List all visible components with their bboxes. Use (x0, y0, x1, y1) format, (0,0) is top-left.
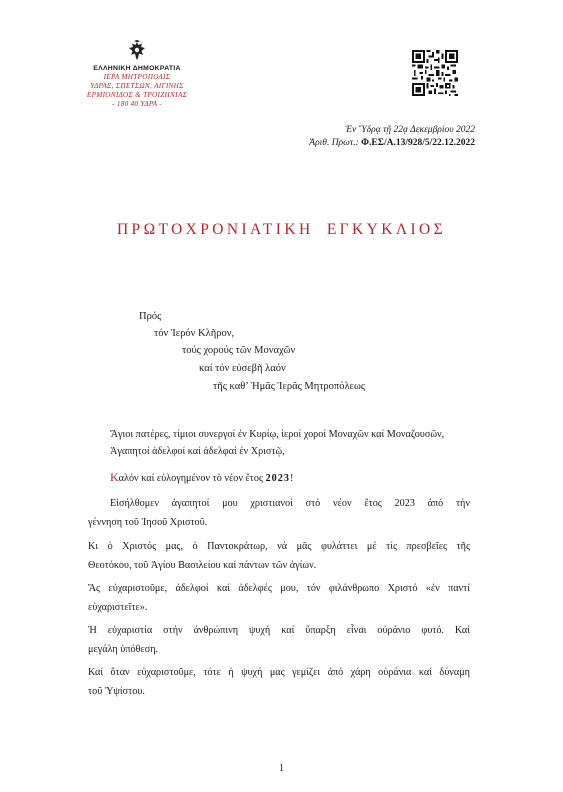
letterhead-sees-1: ΥΔΡΑΣ, ΣΠΕΤΣΩΝ, ΑΙΓΙΝΗΣ (90, 82, 184, 90)
letterhead-metropolis: ΙΕΡΑ ΜΗΤΡΟΠΟΛΙΣ (103, 73, 171, 81)
letterhead (62, 40, 212, 109)
paragraph-5-line-2: τοῦ Ὑψίστου. (88, 686, 145, 697)
page-number: 1 (279, 763, 284, 774)
paragraph-4-line-2: μεγάλη ὑπόθεση. (88, 644, 159, 655)
address-line-4: τῆς καθ’ Ἡμᾶς Ἱερᾶς Μητροπόλεως (213, 381, 366, 392)
wish-year: 2023 (265, 473, 290, 484)
paragraph-4-line-1: Ἡ εὐχαριστία στήν ἀνθρώπινη ψυχή καί ὕπαρξη εἶναι οὐράνιο φυτό. Καί (88, 625, 470, 636)
paragraph-3-line-1: Ἄς εὐχαριστοῦμε, ἀδελφοί καί ἀδελφές μου, τόν φιλάνθρωπο Χριστό «ἐν παντί (88, 583, 470, 594)
paragraph-1-line-2: γέννηση τοῦ Ἰησοῦ Χριστοῦ. (88, 517, 208, 528)
letterhead-sees-2: ΕΡΜΙΟΝΙΔΟΣ & ΤΡΟΙΖΗΝΙΑΣ (86, 91, 188, 99)
greeting-line-2: Ἀγαπητοί ἀδελφοί καί ἀδελφαί ἐν Χριστῷ, (110, 446, 285, 457)
address-to: Πρός (139, 311, 162, 322)
greeting-line-1: Ἅγιοι πατέρες, τίμιοι συνεργοί ἐν Κυρίῳ, ἱεροί χοροί Μοναχῶν καί Μοναζουσῶν, (110, 429, 445, 440)
paragraph-1-line-1: Εἰσήλθομεν ἀγαπητοί μου χριστιανοί στό νέον ἔτος 2023 ἀπό τήν (110, 498, 470, 509)
wish-initial: Κ (110, 470, 119, 484)
wish-end: ! (289, 473, 294, 484)
address-line-1: τόν Ἱερόν Κλῆρον, (154, 328, 235, 339)
document-title: ΠΡΩΤΟΧΡΟΝΙΑΤΙΚΗ ΕΓΚΥΚΛΙΟΣ (116, 221, 447, 238)
letterhead-country: ΕΛΛΗΝΙΚΗ ΔΗΜΟΚΡΑΤΙΑ (93, 65, 181, 72)
address-line-3: καί τόν εὐσεβῆ λαόν (199, 363, 286, 374)
double-headed-eagle-icon (127, 40, 147, 62)
paragraph-3-line-2: εὐχαριστεῖτε». (88, 602, 148, 613)
letterhead-postcode: - 180 40 ΥΔΡΑ - (112, 100, 162, 108)
protocol-label: Ἀριθ. Πρωτ.: (309, 138, 359, 148)
protocol-line (309, 137, 475, 150)
paragraph-5-line-1: Καί ὅταν εὐχαριστοῦμε, τότε ἡ ψυχή μας γεμίζει ἀπό χάρη οὐράνια καί δύναμη (88, 667, 470, 678)
new-year-wish (110, 469, 293, 488)
qr-code-icon (412, 50, 458, 96)
paragraph-2-line-1: Κι ὁ Χριστός μας, ὁ Παντοκράτωρ, νά μᾶς φυλάττει μέ τίς πρεσβεῖες τῆς (88, 541, 470, 552)
address-line-2: τούς χορούς τῶν Μοναχῶν (182, 345, 296, 356)
paragraph-2-line-2: Θεοτόκου, τοῦ Ἁγίου Βασιλείου καί πάντων τῶν ἁγίων. (88, 560, 317, 571)
protocol-number: Φ.ΕΣ/Α.13/928/5/22.12.2022 (361, 138, 475, 148)
date-line: Ἐν Ὕδρᾳ τῇ 22ᾳ Δεκεμβρίου 2022 (345, 125, 475, 135)
date-block (309, 124, 475, 150)
wish-text: αλόν καί εὐλογημένον τὸ νέον ἔτος (118, 473, 266, 484)
